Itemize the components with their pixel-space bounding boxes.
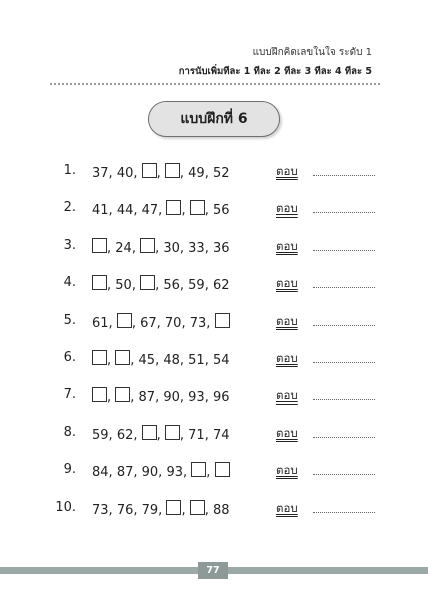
sequence-value: 62 — [212, 278, 230, 294]
sequence-value: 56 — [212, 203, 230, 219]
answer-label: ตอบ — [276, 238, 298, 253]
answer-label: ตอบ — [276, 351, 298, 365]
answer-line[interactable] — [313, 287, 375, 288]
sequence-value: 30 — [163, 240, 180, 256]
blank-box[interactable] — [92, 387, 107, 402]
answer-line[interactable] — [313, 512, 375, 513]
exercise-number: 10. — [55, 499, 76, 515]
blank-box[interactable] — [140, 238, 155, 253]
exercise-number: 9. — [63, 462, 76, 478]
exercise-row — [0, 235, 428, 259]
blank-box[interactable] — [215, 313, 230, 328]
number-sequence: , 50, , 56, 59, 62 — [92, 275, 230, 293]
sequence-value: 56 — [163, 278, 180, 294]
blank-box[interactable] — [165, 425, 180, 440]
sequence-value: 93 — [166, 465, 183, 481]
answer-label: ตอบ — [276, 425, 298, 440]
sequence-value: 59 — [188, 278, 205, 294]
answer-label: ตอบ — [276, 201, 298, 216]
exercise-row — [0, 160, 428, 184]
sequence-value: 52 — [212, 166, 230, 181]
sequence-value: 93 — [188, 390, 205, 406]
sequence-value: 71 — [188, 427, 205, 443]
exercise-row — [0, 497, 428, 521]
sequence-value: 54 — [212, 353, 230, 368]
sequence-value: 88 — [212, 502, 230, 518]
answer-line[interactable] — [313, 399, 375, 400]
sequence-value: 96 — [212, 390, 230, 406]
blank-box[interactable] — [215, 462, 230, 477]
sequence-value: 84 — [92, 465, 109, 481]
worksheet-header-title: แบบฝึกคิดเลขในใจ ระดับ 1 — [252, 47, 372, 58]
number-sequence: 61, , 67, 70, 73, — [92, 313, 230, 331]
sequence-value: 45 — [138, 353, 156, 368]
sequence-value: 87 — [138, 390, 156, 406]
number-sequence: 59, 62, , , 71, 74 — [92, 425, 230, 443]
exercise-number: 4. — [63, 275, 76, 291]
exercise-number: 1. — [63, 163, 76, 178]
exercise-row — [0, 422, 428, 446]
number-sequence: 73, 76, 79, , , 88 — [92, 500, 230, 518]
sequence-value: 37 — [92, 166, 109, 181]
exercise-number: 2. — [63, 200, 76, 216]
answer-line[interactable] — [313, 437, 375, 438]
number-sequence: , , 45, 48, 51, 54 — [92, 350, 230, 368]
sequence-value: 67 — [140, 315, 157, 331]
sequence-value: 24 — [115, 240, 132, 256]
sequence-value: 49 — [188, 166, 205, 181]
blank-box[interactable] — [166, 500, 181, 515]
sequence-value: 59 — [92, 427, 109, 443]
sequence-value: 87 — [116, 465, 134, 481]
exercise-row — [0, 197, 428, 221]
blank-box[interactable] — [165, 163, 180, 178]
blank-box[interactable] — [117, 313, 132, 328]
sequence-value: 70 — [164, 315, 182, 331]
blank-box[interactable] — [115, 387, 130, 402]
blank-box[interactable] — [142, 425, 157, 440]
sequence-value: 90 — [163, 390, 180, 406]
worksheet-header-subtitle: การนับเพิ่มทีละ 1 ทีละ 2 ทีละ 3 ทีละ 4 ทีละ 5 — [178, 66, 372, 77]
exercise-row — [0, 459, 428, 483]
answer-line[interactable] — [313, 175, 375, 176]
exercise-title-badge: แบบฝึกที่ 6 — [148, 101, 280, 137]
exercise-number: 7. — [63, 387, 76, 403]
answer-label: ตอบ — [276, 164, 298, 178]
sequence-value: 90 — [141, 465, 159, 481]
blank-box[interactable] — [140, 275, 155, 290]
sequence-value: 79 — [141, 502, 159, 518]
blank-box[interactable] — [190, 500, 205, 515]
exercise-row — [0, 384, 428, 408]
blank-box[interactable] — [142, 163, 157, 178]
answer-label: ตอบ — [276, 463, 298, 478]
sequence-value: 73 — [92, 502, 109, 518]
sequence-value: 50 — [115, 278, 132, 294]
sequence-value: 73 — [189, 315, 207, 331]
answer-label: ตอบ — [276, 388, 298, 403]
number-sequence: 84, 87, 90, 93, , — [92, 462, 230, 480]
exercise-number: 6. — [63, 350, 76, 365]
exercise-row — [0, 310, 428, 334]
blank-box[interactable] — [190, 200, 205, 215]
sequence-value: 74 — [212, 427, 230, 443]
blank-box[interactable] — [92, 350, 107, 365]
blank-box[interactable] — [92, 238, 107, 253]
sequence-value: 48 — [163, 353, 180, 368]
sequence-value: 40 — [116, 166, 134, 181]
answer-line[interactable] — [313, 325, 375, 326]
sequence-value: 62 — [116, 427, 134, 443]
answer-label: ตอบ — [276, 313, 298, 328]
sequence-value: 76 — [116, 502, 134, 518]
exercise-row — [0, 272, 428, 296]
exercise-number: 3. — [63, 237, 76, 253]
exercise-number: 8. — [63, 424, 76, 440]
page-number: 77 — [198, 562, 228, 579]
sequence-value: 36 — [212, 240, 230, 256]
number-sequence: , , 87, 90, 93, 96 — [92, 387, 230, 405]
blank-box[interactable] — [166, 200, 181, 215]
answer-label: ตอบ — [276, 276, 298, 291]
number-sequence: , 24, , 30, 33, 36 — [92, 238, 230, 256]
exercise-number: 5. — [63, 312, 76, 328]
answer-line[interactable] — [313, 250, 375, 251]
sequence-value: 41 — [92, 203, 109, 219]
blank-box[interactable] — [115, 350, 130, 365]
answer-line[interactable] — [313, 474, 375, 475]
answer-line[interactable] — [313, 212, 375, 213]
answer-line[interactable] — [313, 362, 375, 363]
blank-box[interactable] — [92, 275, 107, 290]
sequence-value: 51 — [188, 353, 205, 368]
number-sequence: 37, 40, , , 49, 52 — [92, 163, 230, 181]
number-sequence: 41, 44, 47, , , 56 — [92, 200, 230, 218]
exercise-row — [0, 347, 428, 371]
blank-box[interactable] — [191, 462, 206, 477]
sequence-value: 47 — [141, 203, 159, 219]
answer-label: ตอบ — [276, 500, 298, 515]
sequence-value: 61 — [92, 315, 109, 331]
sequence-value: 44 — [116, 203, 134, 219]
header-divider — [50, 83, 380, 85]
sequence-value: 33 — [188, 240, 205, 256]
